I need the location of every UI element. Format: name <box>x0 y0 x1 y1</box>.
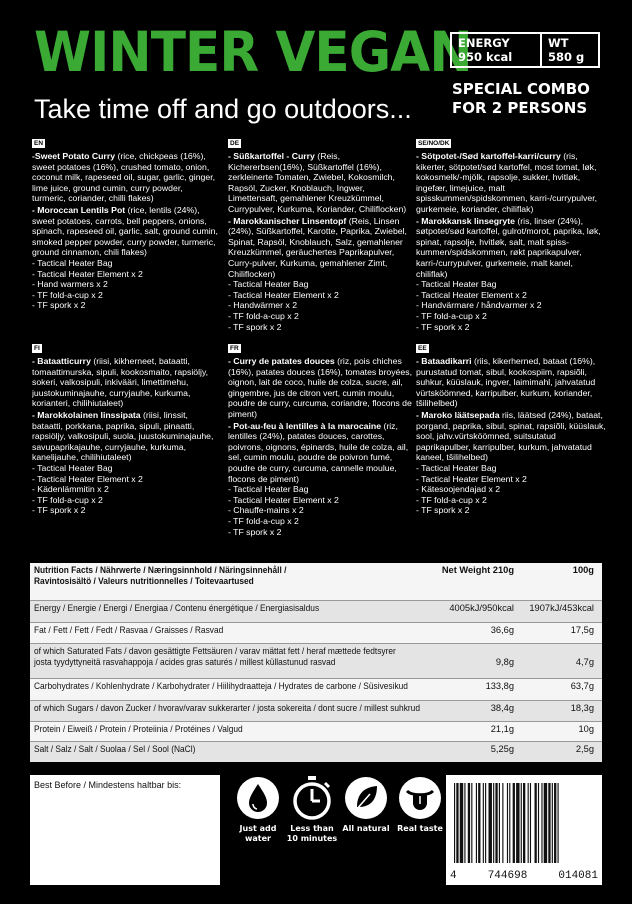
barcode-bar <box>478 783 480 863</box>
kit-item-label: - TF fold-a-cup x 2 <box>32 494 103 505</box>
nutrition-row <box>30 600 602 622</box>
dish-name: - Süßkartoffel - Curry <box>228 151 315 161</box>
kit-item-label: - Hand warmers x 2 <box>32 279 108 290</box>
barcode-bar <box>489 783 492 863</box>
dish-ingredients: (riisi, linssit, bataatti, porkkana, paprika, sipuli, pinaatti, rapsiöljy, valkosipuli, suola, juustokuminajauhe, savupaprikajauhe, curryjauhe, kurkuma, kanelijauhe, chilihiutaleet) <box>32 409 214 463</box>
kit-item <box>32 495 218 506</box>
kit-item-label: - Tactical Heater Element x 2 <box>416 473 527 484</box>
barcode-bar <box>493 783 494 863</box>
kit-item-label: - TF fold-a-cup x 2 <box>416 494 487 505</box>
bottom-panel <box>30 775 602 885</box>
nutrition-row-label-line-1: of which Sugars / davon Zucker / hvorav/varav sukkerarter / josta sokereita / dont sucre / millest suhkrud <box>34 703 420 713</box>
kit-item <box>228 516 414 527</box>
feature-label-4a: Real taste <box>397 824 443 833</box>
dish-entry <box>416 410 606 463</box>
lang-block-en <box>32 137 218 337</box>
kit-item <box>416 463 606 474</box>
nutrition-value-net: 133,8g <box>485 681 514 691</box>
lang-tag: EN <box>34 140 44 147</box>
combo-line-2: FOR 2 PERSONS <box>452 99 588 117</box>
feature-less-than-10-minutes <box>282 775 342 844</box>
dish-entry <box>416 216 606 280</box>
barcode-bar <box>483 783 484 863</box>
feature-label-3a: All natural <box>342 824 390 833</box>
kit-item-label: - TF fold-a-cup x 2 <box>228 310 299 321</box>
barcode-bar <box>516 783 519 863</box>
nutrition-value-100g: 10g <box>578 724 594 734</box>
nutrition-row-label <box>34 681 408 692</box>
nutrition-row-label <box>34 625 223 636</box>
nutrition-row <box>30 721 602 741</box>
barcode-bar <box>509 783 510 863</box>
kit-item <box>32 474 218 485</box>
nutrition-row-label-line-1: Salt / Salz / Salt / Suolaa / Sel / Sool (NaCl) <box>34 744 196 754</box>
barcode-bar <box>495 783 497 863</box>
barcode-bar <box>471 783 472 863</box>
feature-label-2b: 10 minutes <box>286 834 338 843</box>
kit-item-label: - TF spork x 2 <box>32 505 86 516</box>
nutrition-row-label-line-1: Protein / Eiweiß / Protein / Proteiinia / Protéines / Valgud <box>34 724 243 734</box>
kit-item-label: - Tactical Heater Element x 2 <box>416 289 527 300</box>
dish-ingredients: (riz, pois chiches (16%), patates douces (16%), tomates broyées, oignon, lait de coco, huile de colza, sucre, ail, gingembre, jus de citron vert, cumin moulu, poudre de curry, curcuma, coriandre, flocons de piment) <box>228 356 412 419</box>
nutrition-row <box>30 678 602 700</box>
nutrition-value-net: 5,25g <box>490 744 514 754</box>
water-drop-icon <box>235 775 281 821</box>
dish-name: -Sweet Potato Curry <box>32 151 116 161</box>
kit-item <box>416 290 606 301</box>
dish-ingredients: (ris, kikerter, sötpotet/sød kartoffel, most tomat, løk, kokosmelk/-mjölk, rapsolje, sukker, hvitløk, ingefær, limejuice, malt spisskummen/spidskommen, karri-/currypulver, gurkemeie, koriander, chiliflak) <box>416 151 598 214</box>
kit-item <box>228 322 414 333</box>
kit-item <box>32 484 218 495</box>
barcode-bar <box>541 783 542 863</box>
kit-item-label: - Tactical Heater Bag <box>228 484 309 495</box>
nutrition-value-100g: 17,5g <box>570 625 594 635</box>
combo-text <box>452 80 590 118</box>
kit-item-label: - Tactical Heater Bag <box>416 279 497 290</box>
feature-just-add-water <box>228 775 288 844</box>
nutrition-header-label <box>34 565 286 587</box>
barcode-bar <box>513 783 515 863</box>
best-before-label: Best Before / Mindestens haltbar bis: <box>34 780 182 790</box>
dish-entry <box>228 421 414 485</box>
dish-entry <box>228 356 414 420</box>
nutrition-row-label <box>34 603 319 614</box>
dish-name: - Pot-au-feu à lentilles à la marocaine <box>228 420 382 431</box>
nutrition-value-net: 4005kJ/950kcal <box>449 603 514 613</box>
kit-item-label: - Tactical Heater Bag <box>416 462 497 473</box>
kit-item-label: - Tactical Heater Bag <box>228 279 309 290</box>
kit-item <box>228 290 414 301</box>
barcode-bar <box>499 783 500 863</box>
nutrition-row-label <box>34 724 243 735</box>
tagline: Take time off and go outdoors... <box>34 94 412 124</box>
lang-tag: EE <box>418 345 427 352</box>
kit-item-label: - Kädenlämmitin x 2 <box>32 484 109 495</box>
kit-item-label: - Tactical Heater Bag <box>32 257 113 268</box>
nutrition-value-net: 36,6g <box>490 625 514 635</box>
barcode-bar <box>521 783 522 863</box>
nutrition-row-label-line-1: Energy / Energie / Energi / Energiaa / Contenu énergétique / Energiasisaldus <box>34 603 320 613</box>
barcode-bar <box>476 783 477 863</box>
kit-item-label: - TF fold-a-cup x 2 <box>228 515 299 526</box>
nutrition-value-100g: 1907kJ/453kcal <box>529 603 594 613</box>
lang-tag: SE/NO/DK <box>418 140 450 147</box>
barcode-bar <box>507 783 508 863</box>
dish-name: - Marokkansk linsegryte <box>416 215 515 226</box>
barcode-bar <box>454 783 455 863</box>
kit-item <box>32 258 218 269</box>
feature-real-taste <box>390 775 450 834</box>
barcode <box>446 775 602 885</box>
kit-item <box>32 269 218 280</box>
kit-item <box>228 527 414 538</box>
stopwatch-icon <box>289 775 335 821</box>
tongue-icon <box>397 775 443 821</box>
kit-item <box>32 300 218 311</box>
barcode-bar <box>523 783 525 863</box>
nutrition-row-label <box>34 744 195 755</box>
lang-block-de <box>228 137 414 337</box>
dish-ingredients: (Reis, Linsen (24%), Süßkartoffel, Karotte, Paprika, Zwiebel, Spinat, Rapsöl, Knoblauch, Salz, gemahlener Kreuzkümmel, geräuchertes Paprikapulver, Curry-pulver, Kurkuma, gemahlener Zimt, Chiliflocken) <box>228 215 407 279</box>
stats-box <box>450 32 600 68</box>
dish-entry <box>228 151 414 215</box>
dish-ingredients: (Reis, Kichererbsen(16%), Süßkartoffel (16%), zerkleinerte Tomaten, Zwiebel, Kokosmilch, Rapsöl, Zucker, Knoblauch, Ingwer, Limettensaft, gemahlener Kreuzkümmel, Currypulver, Kurkuma, Koriander, Chiliflocken) <box>228 151 407 214</box>
nutrition-row <box>30 622 602 643</box>
barcode-bar <box>548 783 550 863</box>
kit-item <box>32 463 218 474</box>
nutrition-value-net: 9,8g <box>495 657 514 667</box>
dish-name: - Sötpotet-/Sød kartoffel-karri/curry <box>416 151 561 161</box>
kit-item <box>228 495 414 506</box>
feature-all-natural <box>336 775 396 834</box>
energy-label: ENERGY <box>458 36 510 50</box>
barcode-bar <box>502 783 503 863</box>
barcode-bar <box>528 783 529 863</box>
kit-item-label: - Kätesoojendajad x 2 <box>416 484 501 495</box>
barcode-digit-1: 4 <box>450 870 457 882</box>
kit-item-label: - Chauffe-mains x 2 <box>228 505 304 516</box>
nutrition-header-line-1: Nutrition Facts / Nährwerte / Næringsinnhold / Näringsinnehåll / <box>34 565 287 575</box>
kit-item-label: - Tactical Heater Element x 2 <box>228 289 339 300</box>
kit-item <box>32 505 218 516</box>
barcode-digit-3: 014081 <box>558 870 598 882</box>
kit-item-label: - TF fold-a-cup x 2 <box>416 310 487 321</box>
barcode-bar <box>558 783 559 863</box>
kit-item-label: - Tactical Heater Element x 2 <box>32 473 143 484</box>
nutrition-row-label-line-2: josta tyydyttyneitä rasvahappoja / acides gras saturés / millest küllastunud rasvad <box>34 657 336 667</box>
best-before-box <box>30 775 220 885</box>
lang-tag: FR <box>230 345 239 352</box>
nutrition-value-net: 38,4g <box>490 703 514 713</box>
nutrition-row-label-line-1: of which Saturated Fats / davon gesättigte Fettsäuren / varav mättat fett / heraf mættede fedtsyrer <box>34 646 396 656</box>
barcode-bar <box>464 783 465 863</box>
dish-name: - Marokkanischer Linsentopf <box>228 215 347 226</box>
energy-value: 950 kcal <box>458 50 513 64</box>
kit-item-label: - TF spork x 2 <box>416 321 470 332</box>
barcode-bar <box>485 783 486 863</box>
header <box>0 0 632 140</box>
col-header-100g: 100g <box>572 565 594 575</box>
lang-tag: FI <box>34 345 40 352</box>
nutrition-value-100g: 18,3g <box>570 703 594 713</box>
kit-item-label: - Tactical Heater Bag <box>32 462 113 473</box>
feature-label-2a: Less than <box>290 824 334 833</box>
kit-item <box>416 322 606 333</box>
dish-entry <box>228 216 414 280</box>
lang-block-se-no-dk <box>416 137 606 337</box>
nutrition-value-net: 21,1g <box>490 724 514 734</box>
dish-entry <box>32 205 218 258</box>
barcode-bar <box>554 783 556 863</box>
dish-name: - Bataadikarri <box>416 356 472 366</box>
dish-name: - Moroccan Lentils Pot <box>32 204 126 215</box>
kit-item-label: - Tactical Heater Element x 2 <box>32 268 143 279</box>
kit-item <box>228 311 414 322</box>
energy-stat <box>452 34 540 66</box>
kit-item <box>228 279 414 290</box>
barcode-bar <box>552 783 553 863</box>
weight-stat <box>540 34 598 66</box>
feature-label-1a: Just add <box>239 824 277 833</box>
nutrition-header-row <box>30 563 602 600</box>
barcode-digits <box>450 870 598 882</box>
lang-block-ee <box>416 342 606 557</box>
dish-ingredients: (ris, linser (24%), søtpotet/sød kartoffel, gulrot/morot, paprika, løk, spinat, rapsolje, hvitløk, salt, malt spiss-kummen/spidskommen, røkt paprikapulver, karri-/currypulver, gurkemeie, malt kanel, chiliflak) <box>416 215 601 279</box>
barcode-bar <box>538 783 539 863</box>
dish-name: - Maroko läätsepada <box>416 409 500 420</box>
dish-name: - Marokkolainen linssipata <box>32 409 141 420</box>
kit-item <box>416 279 606 290</box>
lang-tag: DE <box>230 140 240 147</box>
nutrition-value-100g: 63,7g <box>570 681 594 691</box>
barcode-bar <box>535 783 537 863</box>
nutrition-header-line-2: Ravintosisältö / Valeurs nutritionnelles / Toitevaartused <box>34 576 254 586</box>
barcode-bar <box>530 783 531 863</box>
dish-entry <box>416 356 606 409</box>
dish-entry <box>32 356 218 409</box>
kit-item <box>416 505 606 516</box>
kit-item <box>416 474 606 485</box>
nutrition-table <box>30 563 602 762</box>
col-header-net-weight: Net Weight 210g <box>441 565 514 575</box>
kit-item <box>416 311 606 322</box>
dish-entry <box>32 151 218 204</box>
nutrition-row <box>30 700 602 721</box>
weight-value: 580 g <box>548 50 585 64</box>
dish-ingredients: (riisi, kikherneet, bataatti, tomaattimurska, sipuli, kookosmaito, rapsiöljy, sokeri, valkosipuli, inkivääri, limettimehu, juustokuminajauhe, curryjauhe, kurkuma, korianteri, chilihiutaleet) <box>32 356 209 409</box>
leaf-icon <box>343 775 389 821</box>
dish-entry <box>416 151 606 215</box>
kit-item-label: - TF spork x 2 <box>228 526 282 537</box>
dish-name: - Curry de patates douces <box>228 356 335 366</box>
nutrition-value-100g: 2,5g <box>575 744 594 754</box>
kit-item <box>228 505 414 516</box>
kit-item-label: - TF spork x 2 <box>416 505 470 516</box>
kit-item-label: - Tactical Heater Element x 2 <box>228 494 339 505</box>
dish-ingredients: (riis, kikerherned, bataat (16%), purustatud tomat, sibul, kookospiim, rapsiõli, suhkur, küüslauk, ingver, laimimahl, jahvatatud vürtsköömned, karripulber, kurkum, koriander, tšilihelbed) <box>416 356 596 409</box>
nutrition-row-label-line-1: Carbohydrates / Kohlenhydrate / Karbohydrater / Hiilihydraatteja / Hydrates de carbone / Süsivesikud <box>34 681 408 691</box>
kit-item <box>32 290 218 301</box>
combo-line-1: SPECIAL COMBO <box>452 80 590 98</box>
kit-item <box>32 279 218 290</box>
barcode-bar <box>468 783 470 863</box>
kit-item-label: - Handwärmer x 2 <box>228 300 298 311</box>
kit-item-label: - TF spork x 2 <box>228 321 282 332</box>
dish-entry <box>32 410 218 463</box>
kit-item-label: - TF fold-a-cup x 2 <box>32 289 103 300</box>
barcode-bars <box>446 775 602 867</box>
dish-ingredients: riis, läätsed (24%), bataat, porgand, paprika, sibul, spinat, rapsiõli, küüslauk, sool, jahv.vürtsköömned, suitsutatud paprikapulber, karripulber, kurkum, jahvatatud kaneel, tšilihelbed) <box>416 409 606 463</box>
dish-ingredients: (riz, lentilles (24%), patates douces, carottes, poivrons, oignons, épinards, huile de colza, ail, sel, cumin moulu, poudre de poivron fumé, poudre de curry, curcuma, cannelle moulue, flocons de piment) <box>228 420 409 484</box>
kit-item <box>416 300 606 311</box>
lang-block-fi <box>32 342 218 557</box>
nutrition-row <box>30 643 602 678</box>
kit-item-label: - Handvärmare / håndvarmer x 2 <box>416 300 542 311</box>
kit-item <box>228 300 414 311</box>
barcode-bar <box>544 783 547 863</box>
product-title: WINTER VEGAN <box>34 20 472 84</box>
nutrition-row <box>30 741 602 762</box>
feature-label-1b: water <box>245 834 271 843</box>
barcode-bar <box>456 783 458 863</box>
barcode-digit-2: 744698 <box>487 870 528 882</box>
weight-label: WT <box>548 36 569 50</box>
nutrition-row-label-line-1: Fat / Fett / Fett / Fedt / Rasvaa / Graisses / Rasvad <box>34 625 224 635</box>
kit-item-label: - TF spork x 2 <box>32 300 86 311</box>
barcode-bar <box>460 783 463 863</box>
nutrition-row-label <box>34 703 420 714</box>
dish-ingredients: (rice, chickpeas (16%), sweet potatoes (16%), crushed tomato, onion, coconut milk, rapeseed oil, sugar, garlic, ginger, lime juice, ground cumin, curry powder, turmeric, coriander, chilli flakes) <box>32 151 216 204</box>
nutrition-row-label <box>34 646 396 668</box>
lang-block-fr <box>228 342 414 557</box>
kit-item <box>228 484 414 495</box>
dish-name: - Bataatticurry <box>32 356 91 366</box>
dish-ingredients: (rice, lentils (24%), sweet potatoes, carrots, bell peppers, onions, spinach, rapeseed oil, garlic, salt, ground cumin, smoked pepper powder, curry powder, turmeric, ground cinnamon, chili flakes) <box>32 204 218 258</box>
nutrition-value-100g: 4,7g <box>575 657 594 667</box>
kit-item <box>416 484 606 495</box>
kit-item <box>416 495 606 506</box>
